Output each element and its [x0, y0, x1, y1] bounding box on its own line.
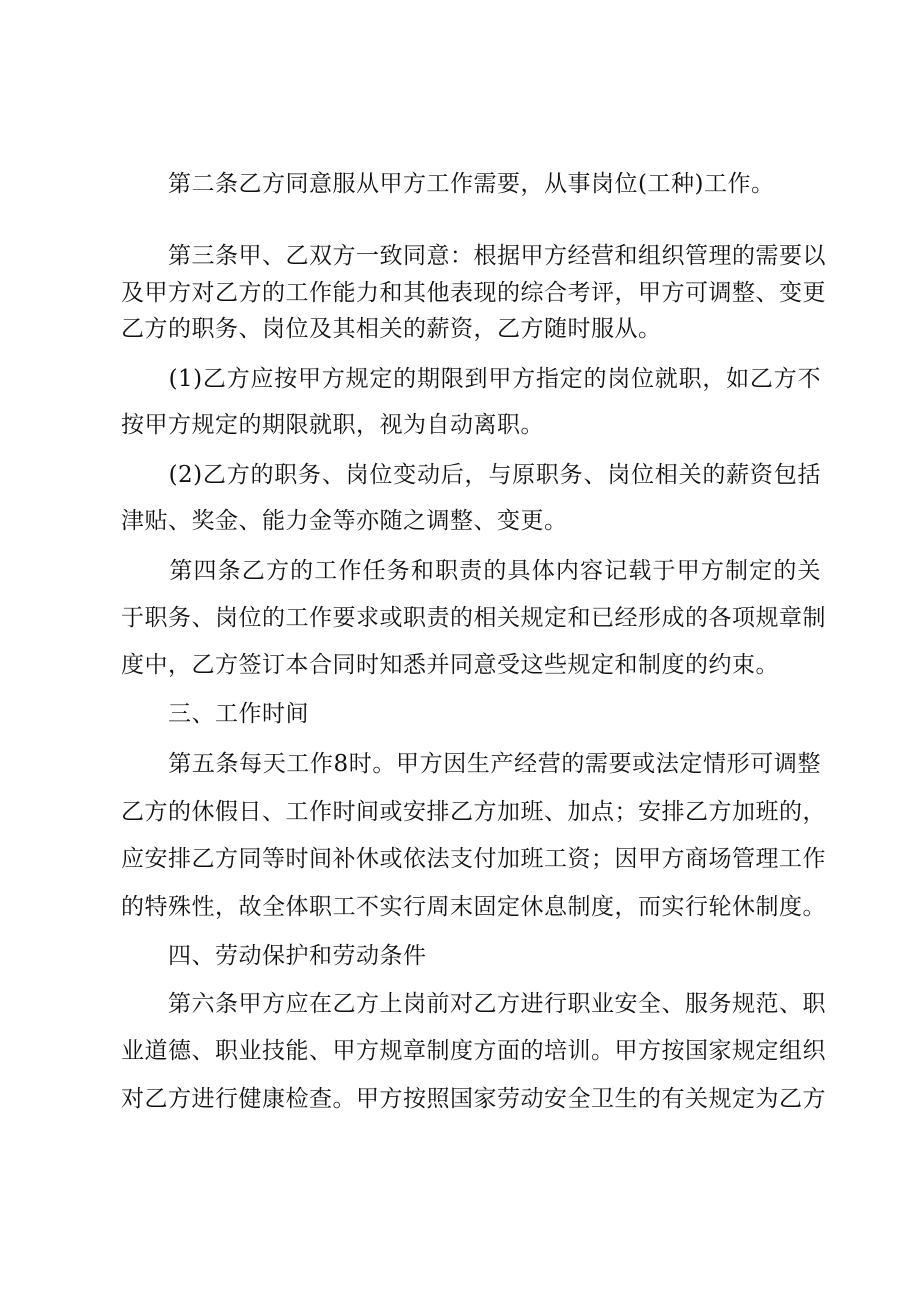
text-line: 第五条每天工作8时。甲方因生产经营的需要或法定情形可调整 [121, 751, 821, 777]
text-line: 乙方的职务、岗位及其相关的薪资，乙方随时服从。 [121, 316, 662, 342]
text-line: (2)乙方的职务、岗位变动后，与原职务、岗位相关的薪资包括 [121, 462, 821, 488]
text-line: 按甲方规定的期限就职，视为自动离职。 [121, 412, 544, 438]
section-heading: 四、劳动保护和劳动条件 [121, 943, 427, 969]
text-line: 业道德、职业技能、甲方规章制度方面的培训。甲方按国家规定组织 [121, 1038, 826, 1064]
text-line: 度中，乙方签订本合同时知悉并同意受这些规定和制度的约束。 [121, 652, 779, 678]
text-line: 应安排乙方同等时间补休或依法支付加班工资；因甲方商场管理工作 [121, 846, 826, 872]
text-line: 第三条甲、乙双方一致同意：根据甲方经营和组织管理的需要以 [121, 243, 826, 269]
text-line: 第二条乙方同意服从甲方工作需要，从事岗位(工种)工作。 [121, 171, 775, 197]
text-line: 于职务、岗位的工作要求或职责的相关规定和已经形成的各项规章制 [121, 605, 826, 631]
text-line: (1)乙方应按甲方规定的期限到甲方指定的岗位就职，如乙方不 [121, 366, 821, 392]
text-line: 对乙方进行健康检查。甲方按照国家劳动安全卫生的有关规定为乙方 [121, 1086, 826, 1112]
text-line: 第四条乙方的工作任务和职责的具体内容记载于甲方制定的关 [121, 558, 821, 584]
text-line: 的特殊性，故全体职工不实行周末固定休息制度，而实行轮休制度。 [121, 894, 826, 920]
text-line: 第六条甲方应在乙方上岗前对乙方进行职业安全、服务规范、职 [121, 991, 826, 1017]
text-line: 津贴、奖金、能力金等亦随之调整、变更。 [121, 508, 568, 534]
text-line: 乙方的休假日、工作时间或安排乙方加班、加点；安排乙方加班的， [121, 799, 826, 825]
text-line: 及甲方对乙方的工作能力和其他表现的综合考评，甲方可调整、变更 [121, 280, 826, 306]
section-heading: 三、工作时间 [121, 701, 309, 727]
